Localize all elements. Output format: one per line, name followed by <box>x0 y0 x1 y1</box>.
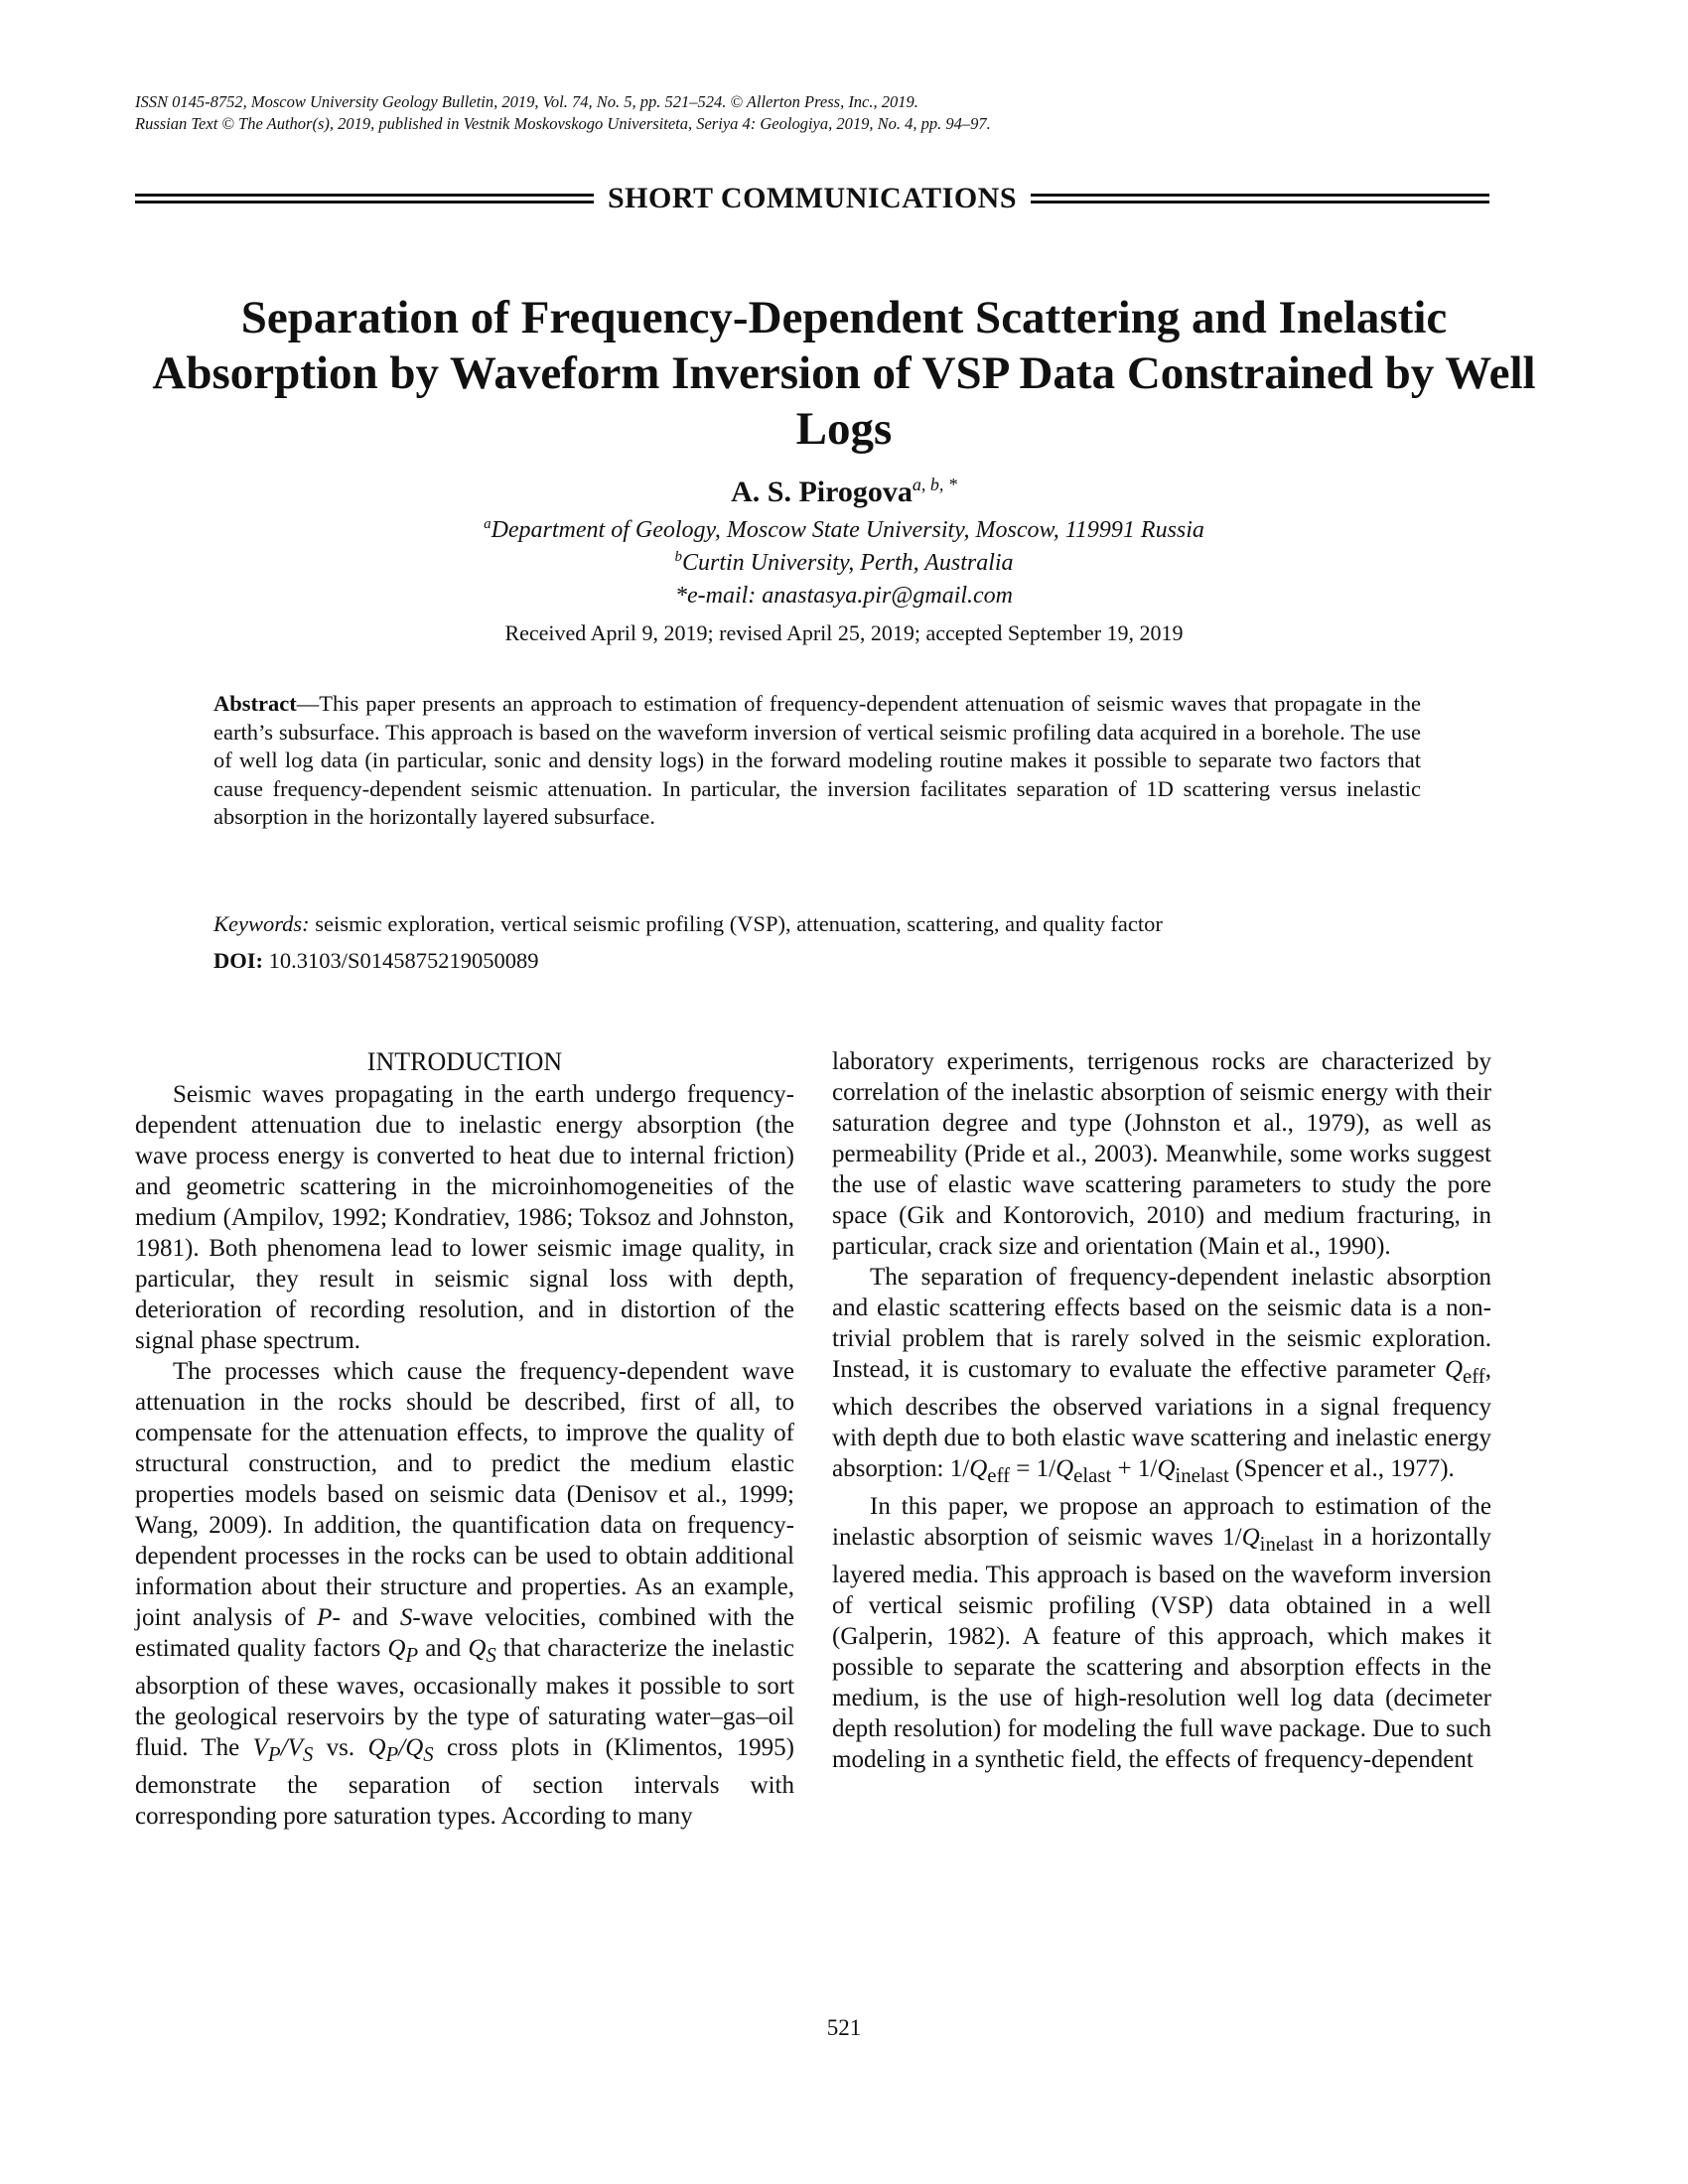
affiliation <box>0 516 1688 544</box>
paragraph <box>135 1356 794 1832</box>
text: that characterize the inelastic absorption of these waves, occasionally makes it possible to sort the geological reservoirs by the type of saturating water–gas–oil fluid. The <box>135 1635 794 1761</box>
paper-title: Separation of Frequency-Dependent Scattering and Inelastic Absorption by Waveform Inversion of VSP Data Constrained by Well Logs <box>152 292 1536 455</box>
abstract <box>213 690 1421 832</box>
formula: $1/Q_{eff} = 1/Q_{elast} + 1/Q_{inelast}$ <box>949 1455 1229 1487</box>
section-banner <box>135 179 1489 218</box>
aff-text: Curtin University, Perth, Australia <box>681 550 1014 576</box>
keywords <box>213 911 1504 937</box>
divider <box>135 194 594 204</box>
doi <box>213 948 539 974</box>
aff-sup: b <box>674 549 682 565</box>
math: eff <box>1463 1364 1485 1388</box>
email-text: *e-mail: anastasya.pir@gmail.com <box>674 583 1014 609</box>
text: In this paper, we propose an approach to estimation of the inelastic absorption of seismic waves <box>832 1493 1491 1551</box>
abstract-label: Abstract <box>213 691 297 716</box>
right-column <box>832 1046 1491 1775</box>
header-line-2: Russian Text © The Author(s), 2019, published in Vestnik Moskovskogo Universiteta, Seriya 4: Geologiya, 2019, No. 4, pp. 94–97. <box>135 114 991 133</box>
aff-text: Department of Geology, Moscow State University, Moscow, 119991 Russia <box>491 517 1204 543</box>
intro-heading: INTRODUCTION <box>366 1047 563 1076</box>
header-line-1: ISSN 0145-8752, Moscow University Geology Bulletin, 2019, Vol. 74, No. 5, pp. 521–524. © Allerton Press, Inc., 2019. <box>135 92 918 111</box>
author-sup: a, b, * <box>912 475 957 494</box>
email <box>0 583 1688 610</box>
math: P <box>317 1604 333 1631</box>
affiliation <box>0 549 1688 577</box>
text: (Spencer et al., 1977). <box>1228 1455 1455 1482</box>
divider <box>1031 194 1489 204</box>
math: Q <box>1444 1356 1463 1383</box>
author-name: A. S. Pirogova <box>731 476 913 508</box>
text: and <box>418 1635 469 1662</box>
math: $Q_P/Q_S$ <box>367 1734 434 1766</box>
math: Q <box>468 1635 487 1662</box>
math: $V_P/V_S$ <box>252 1734 314 1766</box>
formula: $1/Q_{inelast}$ <box>1222 1524 1315 1556</box>
abstract-text: —This paper presents an approach to estimation of frequency-dependent attenuation of seismic waves that propagate in the earth’s subsurface. This approach is based on the waveform inversion of vertical seismic profiling data acquired in a borehole. The use of well log data (in particular, sonic and density logs) in the forward modeling routine makes it possible to separate two factors that cause frequency-dependent seismic attenuation. In particular, the inversion facilitates separation of 1D scattering versus inelastic absorption in the horizontally layered subsurface. <box>213 691 1421 829</box>
journal-header <box>135 91 991 135</box>
doi-link[interactable]: 10.3103/S0145875219050089 <box>263 948 539 973</box>
math: S <box>399 1604 413 1631</box>
doi-label: DOI: <box>213 948 263 973</box>
keywords-text: seismic exploration, vertical seismic profiling (VSP), attenuation, scattering, and quality factor <box>309 911 1163 936</box>
text: - and <box>332 1604 400 1631</box>
paragraph: laboratory experiments, terrigenous rocks are characterized by correlation of the inelastic absorption of seismic energy with their saturation degree and type (Johnston et al., 1979), as well as permeability (Pride et al., 2003). Meanwhile, some works suggest the use of elastic wave scattering parameters to study the pore space (Gik and Kontorovich, 2010) and medium fracturing, in particular, crack size and orientation (Main et al., 1990). <box>832 1048 1491 1260</box>
text: The processes which cause the frequency-dependent wave attenuation in the rocks should be described, first of all, to compensate for the attenuation effects, to improve the quality of structural construction, and to predict the medium elastic properties models based on seismic data (Denisov et al., 1999; Wang, 2009). In addition, the quantification data on frequency-dependent processes in the rocks can be used to obtain additional information about their structure and properties. As an example, joint analysis of <box>135 1358 794 1631</box>
keywords-label: Keywords: <box>213 911 310 936</box>
text: The separation of frequency-dependent inelastic absorption and elastic scattering effects based on the seismic data is a non-trivial problem that is rarely solved in the seismic exploration. Instead, it is customary to evaluate the effective parameter <box>832 1264 1491 1383</box>
section-title: SHORT COMMUNICATIONS <box>607 182 1018 214</box>
text: in a horizontally layered media. This approach is based on the waveform inversion of vertical seismic profiling (VSP) data obtained in a well (Galperin, 1982). A feature of this approach, which makes it possible to separate the scattering and absorption effects in the medium, is the use of high-resolution well log data (decimeter depth resolution) for modeling the full wave package. Due to such modeling in a synthetic field, the effects of frequency-dependent <box>832 1524 1491 1773</box>
text: -wave velocities, combined with the estimated quality factors <box>135 1604 794 1662</box>
text: cross plots in (Klimentos, 1995) demonstrate the separation of section intervals with corresponding pore saturation types. According to many <box>135 1734 794 1830</box>
left-column <box>135 1046 794 1832</box>
aff-sup: a <box>484 516 492 532</box>
page-number: 521 <box>826 2015 862 2040</box>
paragraph <box>832 1262 1491 1491</box>
text: , which describes the observed variations in a signal frequency with depth due to both elastic wave scattering and inelastic energy absorption: <box>832 1356 1491 1482</box>
paragraph: Seismic waves propagating in the earth undergo frequency-dependent attenuation due to inelastic energy absorption (the wave process energy is converted to heat due to internal friction) and geometric scattering in the microinhomogeneities of the medium (Ampilov, 1992; Kondratiev, 1986; Toksoz and Johnston, 1981). Both phenomena lead to lower seismic image quality, in particular, they result in seismic signal loss with depth, deterioration of recording resolution, and in distortion of the signal phase spectrum. <box>135 1081 794 1354</box>
text: vs. <box>326 1734 368 1761</box>
math: Q <box>387 1635 406 1662</box>
paragraph <box>832 1491 1491 1775</box>
author <box>0 475 1688 509</box>
received-dates: Received April 9, 2019; revised April 25, 2019; accepted September 19, 2019 <box>504 620 1184 645</box>
math: P <box>405 1643 419 1667</box>
math: S <box>486 1643 496 1667</box>
